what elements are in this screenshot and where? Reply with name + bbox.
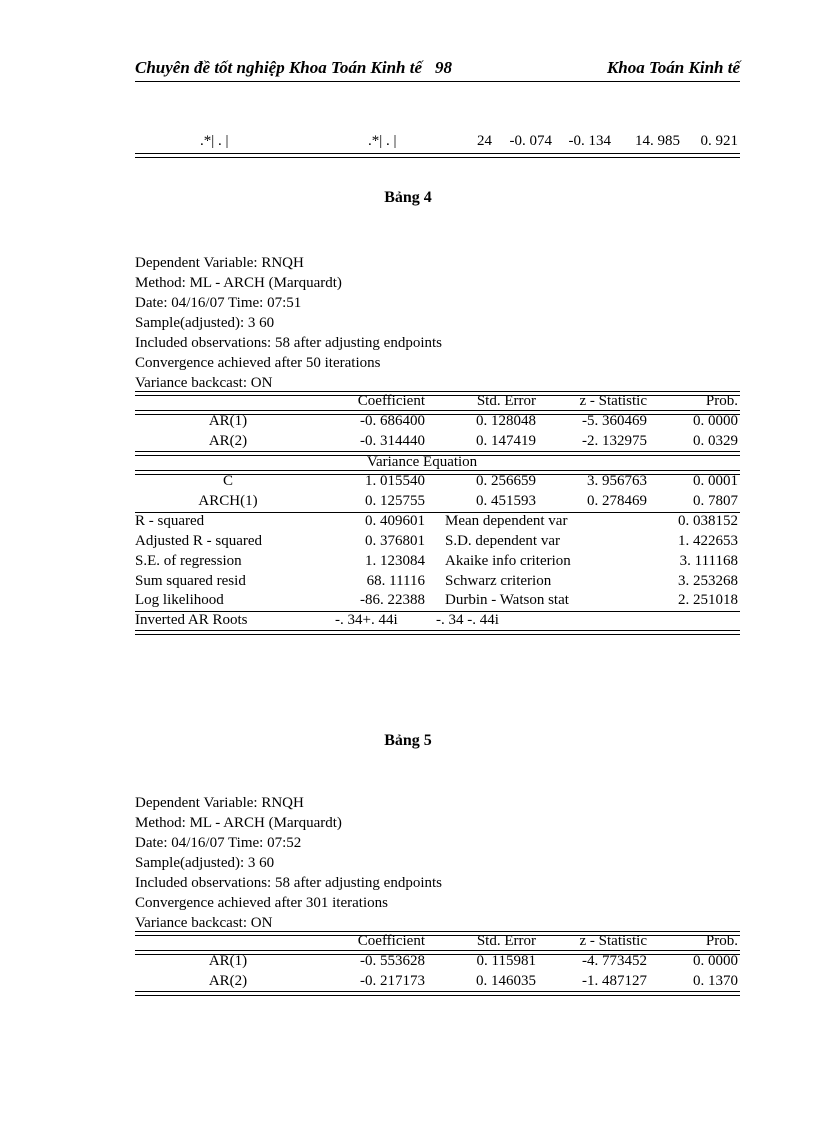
- table5-bottom-rule: [135, 991, 740, 996]
- coef: -0. 217173: [360, 973, 425, 989]
- info-line: Variance backcast: ON: [135, 375, 273, 391]
- std-error: 0. 256659: [476, 473, 536, 489]
- prob: 0. 1370: [693, 973, 738, 989]
- stat-label: Schwarz criterion: [445, 573, 552, 589]
- info-line: Variance backcast: ON: [135, 915, 273, 931]
- stat-value: 68. 11116: [366, 573, 425, 589]
- info-line: Date: 04/16/07 Time: 07:52: [135, 835, 302, 851]
- std-error: 0. 115981: [476, 953, 536, 969]
- correlogram-row: [135, 133, 740, 153]
- info-line: Dependent Variable: RNQH: [135, 795, 304, 811]
- col-std-error: Std. Error: [476, 393, 536, 409]
- z-stat: -1. 487127: [582, 973, 647, 989]
- var-name: AR(2): [208, 433, 248, 449]
- stat-value: 0. 409601: [365, 513, 425, 529]
- var-name: AR(1): [208, 953, 248, 969]
- pac-value: -0. 134: [568, 133, 611, 149]
- prob: 0. 0329: [693, 433, 738, 449]
- table-row: [135, 973, 740, 993]
- prob: 0. 0001: [693, 473, 738, 489]
- col-z-statistic: z - Statistic: [579, 393, 647, 409]
- coef: -0. 553628: [360, 953, 425, 969]
- root-1: -. 34+. 44i: [335, 612, 398, 628]
- stat-value: 1. 422653: [678, 533, 738, 549]
- std-error: 0. 128048: [476, 413, 536, 429]
- stat-label: S.E. of regression: [135, 553, 242, 569]
- stats-row: [135, 533, 740, 553]
- header-left-title: Chuyên đề tốt nghiệp Khoa Toán Kinh tế: [135, 58, 423, 77]
- col-coefficient: Coefficient: [357, 933, 425, 949]
- stat-value: -86. 22388: [360, 592, 425, 608]
- stat-label: Log likelihood: [135, 592, 224, 608]
- variance-equation-label: Variance Equation: [366, 454, 478, 470]
- col-std-error: Std. Error: [476, 933, 536, 949]
- q-stat: 14. 985: [635, 133, 680, 149]
- info-line: Sample(adjusted): 3 60: [135, 855, 275, 871]
- header-right-title: Khoa Toán Kinh tế: [606, 58, 740, 77]
- info-line: Method: ML - ARCH (Marquardt): [135, 815, 342, 831]
- z-stat: -4. 773452: [582, 953, 647, 969]
- stat-value: 0. 376801: [365, 533, 425, 549]
- table-row: [135, 473, 740, 493]
- stats-row: [135, 553, 740, 573]
- table5-info: [135, 793, 442, 933]
- std-error: 0. 146035: [476, 973, 536, 989]
- prob: 0. 7807: [693, 493, 738, 509]
- coef: 0. 125755: [365, 493, 425, 509]
- var-name: AR(2): [208, 973, 248, 989]
- pac-bar: .*| . |: [368, 133, 397, 149]
- z-stat: 0. 278469: [587, 493, 647, 509]
- coef: -0. 686400: [360, 413, 425, 429]
- var-name: ARCH(1): [198, 493, 258, 509]
- stats-row: [135, 573, 740, 593]
- stat-value: 0. 038152: [678, 513, 738, 529]
- stat-label: S.D. dependent var: [445, 533, 560, 549]
- table-row: [135, 493, 740, 513]
- stat-value: 1. 123084: [365, 553, 425, 569]
- root-2: -. 34 -. 44i: [436, 612, 499, 628]
- info-line: Included observations: 58 after adjusting endpoints: [135, 335, 443, 351]
- prob: 0. 0000: [693, 953, 738, 969]
- coef: 1. 015540: [365, 473, 425, 489]
- table-row: [135, 413, 740, 433]
- stats-row: [135, 513, 740, 533]
- stat-value: 2. 251018: [678, 592, 738, 608]
- info-line: Convergence achieved after 50 iterations: [135, 355, 381, 371]
- stat-value: 3. 253268: [678, 573, 738, 589]
- table4-bottom-rule: [135, 630, 740, 635]
- std-error: 0. 451593: [476, 493, 536, 509]
- stat-label: Mean dependent var: [445, 513, 568, 529]
- page-header: [135, 58, 740, 82]
- stats-row: [135, 592, 740, 612]
- z-stat: -2. 132975: [582, 433, 647, 449]
- stat-value: 3. 111168: [679, 553, 738, 569]
- header-rule: [135, 81, 740, 82]
- ac-value: -0. 074: [509, 133, 552, 149]
- col-z-statistic: z - Statistic: [579, 933, 647, 949]
- correlogram-bottom-rule: [135, 153, 740, 158]
- col-coefficient: Coefficient: [357, 393, 425, 409]
- stat-label: Durbin - Watson stat: [445, 592, 569, 608]
- info-line: Sample(adjusted): 3 60: [135, 315, 275, 331]
- coef: -0. 314440: [360, 433, 425, 449]
- prob: 0. 0000: [693, 413, 738, 429]
- table-row: [135, 953, 740, 973]
- table-row: [135, 433, 740, 453]
- table5-title: Bảng 5: [384, 732, 432, 749]
- roots-label: Inverted AR Roots: [135, 612, 248, 628]
- stat-label: Adjusted R - squared: [135, 533, 263, 549]
- info-line: Included observations: 58 after adjusting endpoints: [135, 875, 443, 891]
- info-line: Convergence achieved after 301 iterations: [135, 895, 388, 911]
- page-number: 98: [435, 58, 452, 77]
- var-name: C: [222, 473, 234, 489]
- q-prob: 0. 921: [700, 133, 738, 149]
- std-error: 0. 147419: [476, 433, 536, 449]
- z-stat: 3. 956763: [587, 473, 647, 489]
- lag: 24: [477, 133, 492, 149]
- var-name: AR(1): [208, 413, 248, 429]
- ac-bar: .*| . |: [200, 133, 229, 149]
- info-line: Date: 04/16/07 Time: 07:51: [135, 295, 302, 311]
- z-stat: -5. 360469: [582, 413, 647, 429]
- table4-info: [135, 253, 442, 393]
- stat-label: Akaike info criterion: [445, 553, 571, 569]
- stat-label: Sum squared resid: [135, 573, 246, 589]
- info-line: Method: ML - ARCH (Marquardt): [135, 275, 342, 291]
- table4-title: Bảng 4: [384, 189, 432, 206]
- col-prob: Prob.: [705, 933, 738, 949]
- col-prob: Prob.: [705, 393, 738, 409]
- stat-label: R - squared: [135, 513, 205, 529]
- info-line: Dependent Variable: RNQH: [135, 255, 304, 271]
- roots-row: [135, 612, 740, 632]
